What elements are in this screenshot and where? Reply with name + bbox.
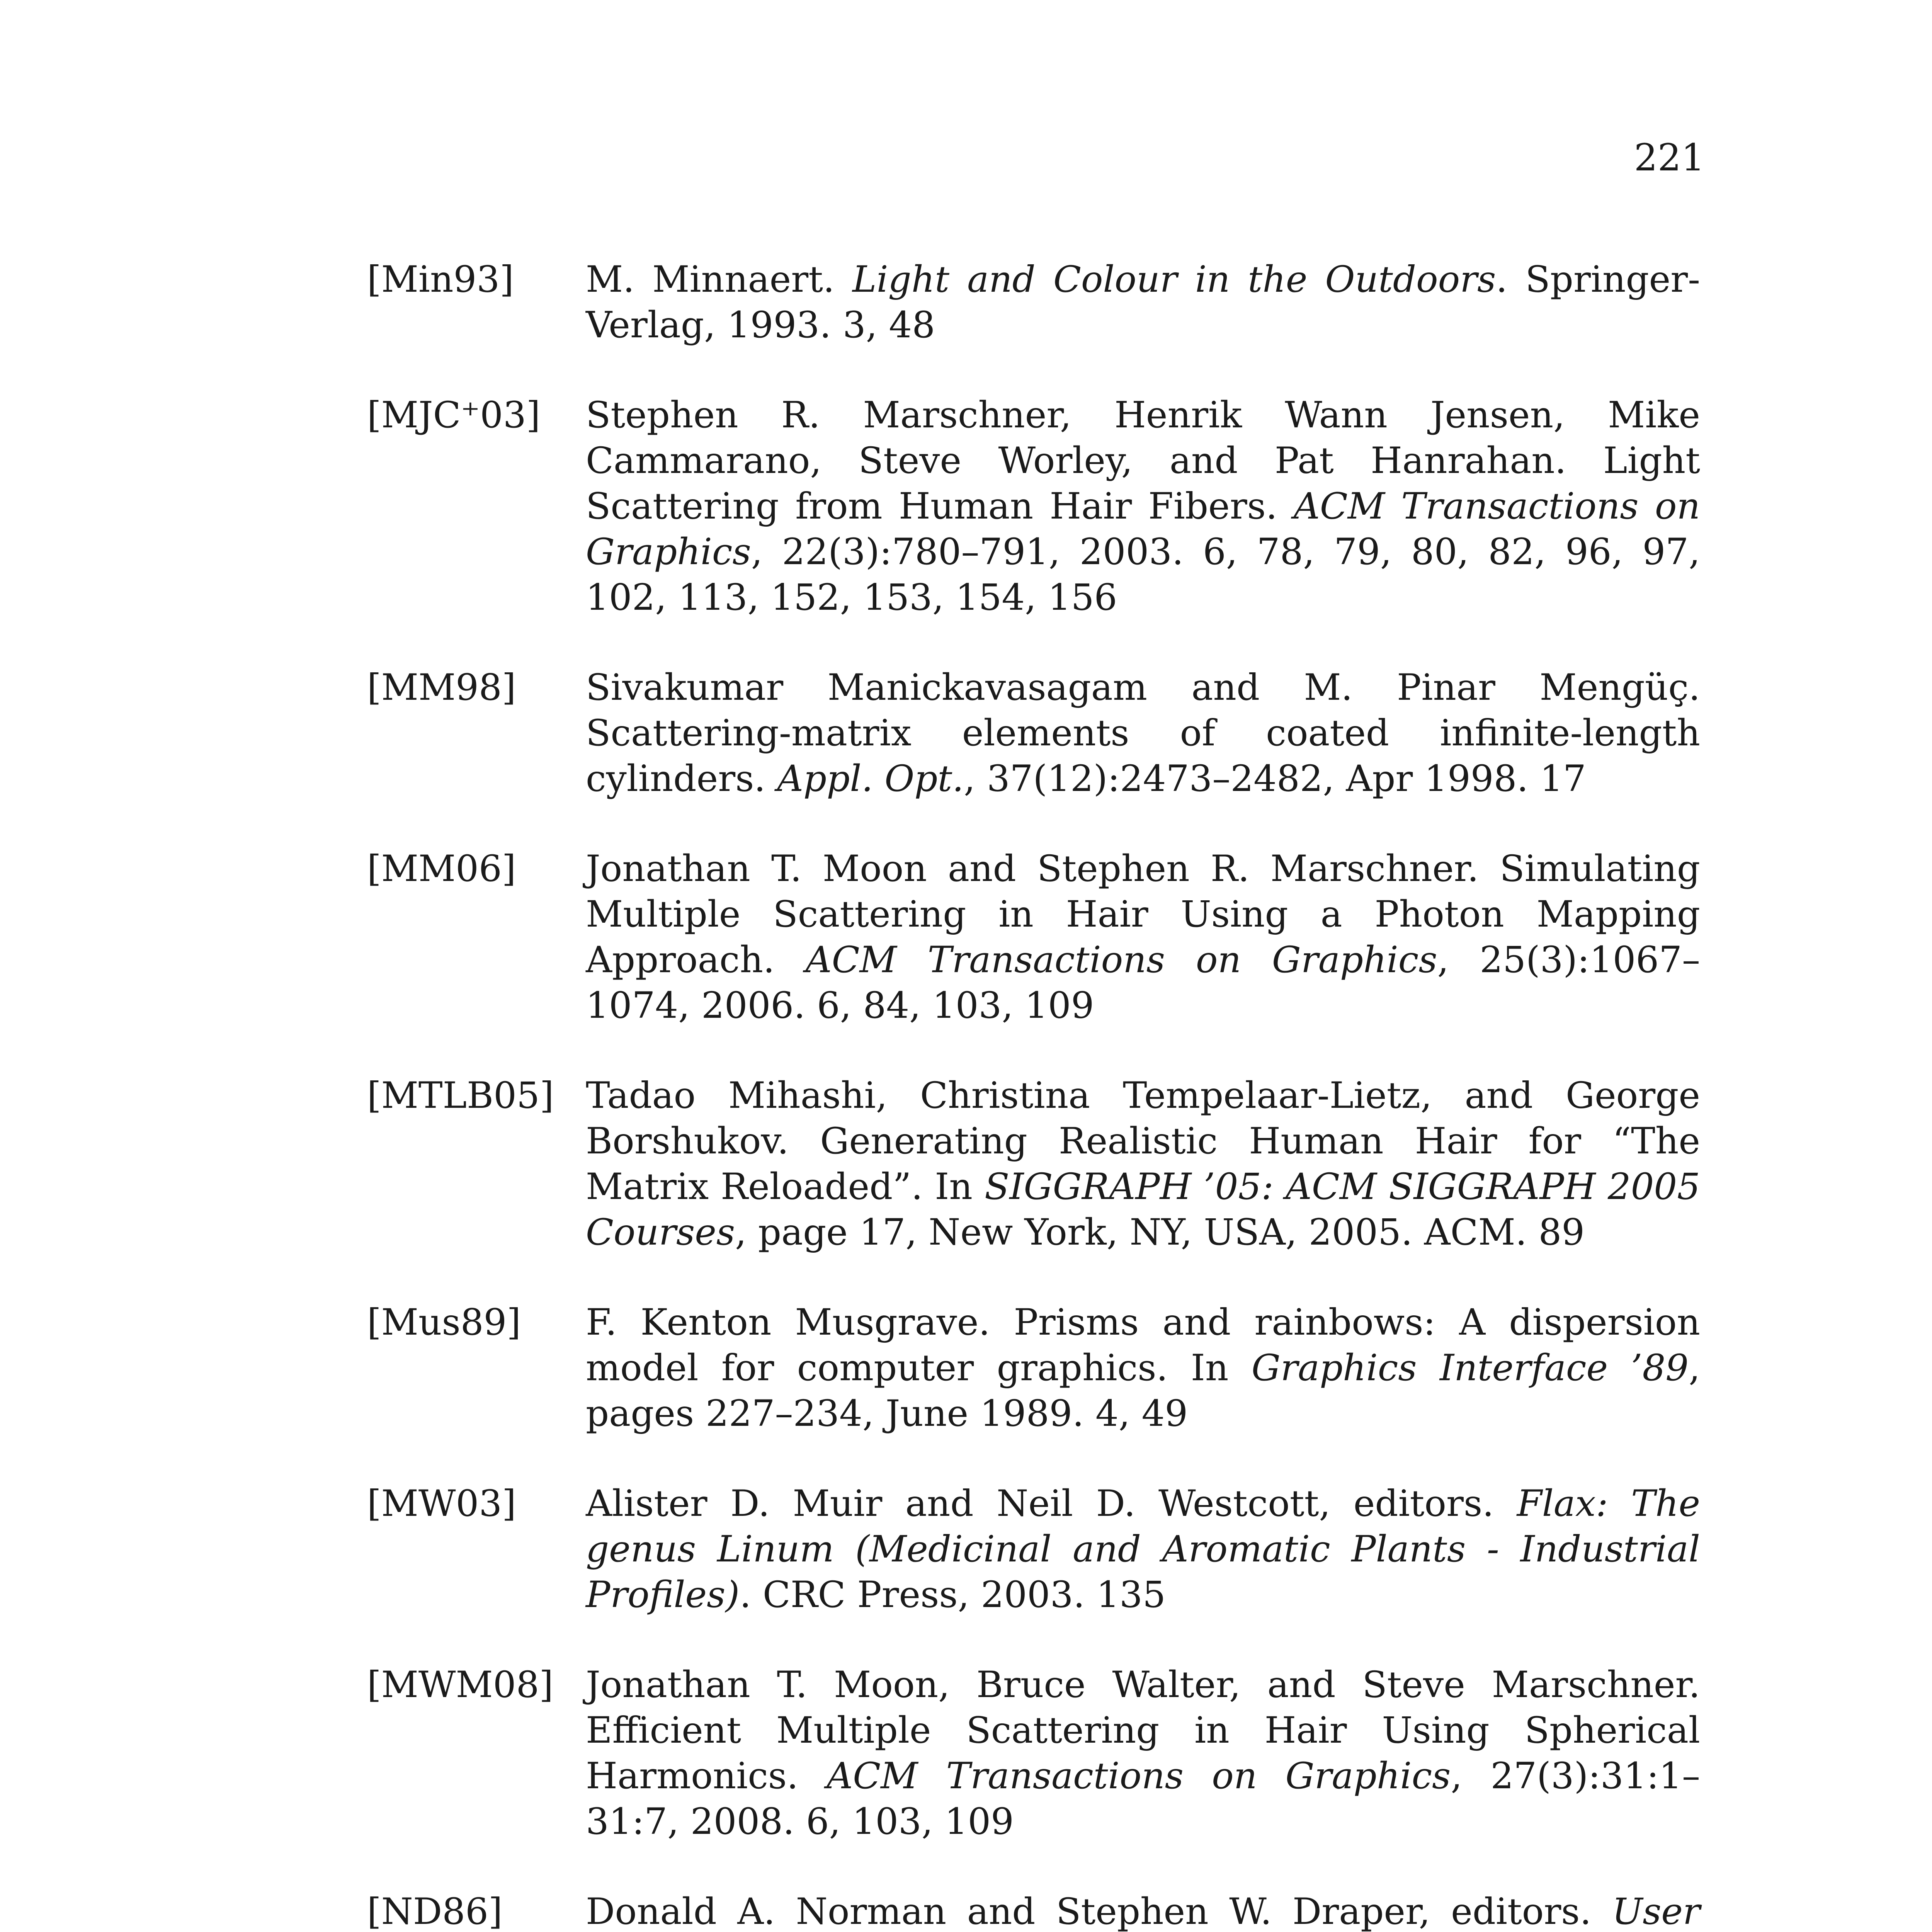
reference-key: [MTLB05] — [367, 1075, 554, 1117]
reference-text-segment: , pages 227–234, June 1989. 4, 49 — [586, 1347, 1700, 1435]
reference-key: [Min93] — [367, 259, 514, 301]
reference-text-segment: Tadao Mihashi, Christina Tempelaar-Lietz, and George Borshukov. Generating Realistic Human Hair for “The Matrix Reloaded”. In — [586, 1075, 1700, 1208]
reference-key: [MM98] — [367, 667, 516, 709]
reference-text — [586, 1073, 1700, 1255]
page-number: 221 — [1634, 136, 1705, 179]
reference-text-segment: M. Minnaert. — [586, 259, 853, 301]
reference-key: [MJC⁺03] — [367, 394, 541, 436]
reference-entry — [367, 1662, 1700, 1845]
reference-venue: User — [1612, 1891, 1700, 1932]
reference-text-segment: Stephen R. Marschner, Henrik Wann Jensen, Mike Cammarano, Steve Worley, and Pat Hanrahan. Light Scattering from Human Hair Fibers. — [586, 394, 1700, 527]
reference-text — [586, 1300, 1700, 1437]
reference-venue: SIGGRAPH ’05: ACM SIGGRAPH 2005 Courses — [586, 1166, 1700, 1253]
reference-entry — [367, 1073, 1700, 1255]
reference-text-segment: , 37(12):2473–2482, Apr 1998. 17 — [964, 758, 1586, 800]
reference-text-segment: Sivakumar Manickavasagam and M. Pinar Mengüç. Scattering-matrix elements of coated infinite-length cylinders. — [586, 667, 1700, 800]
reference-text — [586, 1889, 1700, 1932]
reference-entry — [367, 665, 1700, 802]
reference-entry — [367, 1481, 1700, 1618]
reference-text-segment: , page 17, New York, NY, USA, 2005. ACM. 89 — [735, 1211, 1585, 1253]
reference-entry — [367, 1300, 1700, 1437]
reference-entry — [367, 393, 1700, 621]
reference-text-segment: F. Kenton Musgrave. Prisms and rainbows: A dispersion model for computer graphics. In — [586, 1301, 1700, 1389]
reference-key: [MWM08] — [367, 1664, 554, 1706]
reference-text-segment: , 25(3):1067–1074, 2006. 6, 84, 103, 109 — [586, 939, 1700, 1027]
reference-venue: Flax: The genus Linum (Medicinal and Aromatic Plants - Industrial Profiles) — [586, 1483, 1701, 1616]
reference-venue: ACM Transactions on Graphics — [805, 939, 1437, 981]
reference-text-segment: Jonathan T. Moon and Stephen R. Marschner. Simulating Multiple Scattering in Hair Using a Photon Mapping Approach. — [586, 848, 1700, 981]
reference-text — [586, 1481, 1700, 1618]
reference-text — [586, 257, 1700, 348]
reference-text-segment: . CRC Press, 2003. 135 — [740, 1574, 1166, 1616]
reference-venue: Graphics Interface ’89 — [1251, 1347, 1689, 1389]
reference-text — [586, 1662, 1700, 1845]
reference-entry — [367, 1889, 1700, 1932]
reference-entry — [367, 846, 1700, 1029]
reference-venue: ACM Transactions on Graphics — [827, 1755, 1451, 1797]
reference-text — [586, 846, 1700, 1029]
reference-text — [586, 393, 1700, 621]
reference-text-segment: Alister D. Muir and Neil D. Westcott, editors. — [586, 1483, 1517, 1525]
reference-text-segment: , 27(3):31:1–31:7, 2008. 6, 103, 109 — [586, 1755, 1700, 1843]
reference-text — [586, 665, 1700, 802]
reference-text-segment: Jonathan T. Moon, Bruce Walter, and Steve Marschner. Efficient Multiple Scattering in Hair Using Spherical Harmonics. — [586, 1664, 1700, 1797]
reference-key: [Mus89] — [367, 1301, 521, 1344]
reference-text-segment: Donald A. Norman and Stephen W. Draper, editors. — [586, 1891, 1612, 1932]
reference-venue: ACM Transactions on Graphics — [586, 485, 1700, 573]
reference-text-segment: . Springer-Verlag, 1993. 3, 48 — [586, 259, 1701, 346]
reference-key: [MM06] — [367, 848, 516, 890]
reference-venue: Light and Colour in the Outdoors — [852, 259, 1496, 301]
reference-key: [MW03] — [367, 1483, 516, 1525]
reference-entry — [367, 257, 1700, 348]
reference-list — [367, 257, 1700, 1932]
reference-text-segment: , 22(3):780–791, 2003. 6, 78, 79, 80, 82, 96, 97, 102, 113, 152, 153, 154, 156 — [586, 531, 1700, 619]
reference-key: [ND86] — [367, 1891, 503, 1932]
reference-venue: Appl. Opt. — [777, 758, 964, 800]
